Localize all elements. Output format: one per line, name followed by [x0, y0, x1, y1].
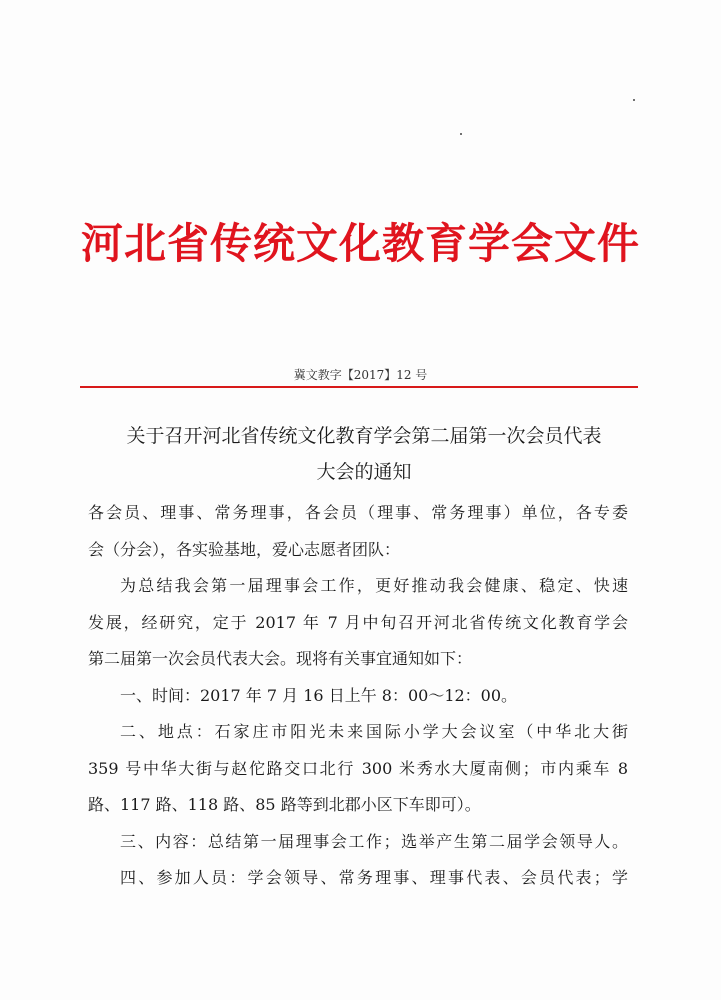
- item-location-line-2: 359 号中华大街与赵佗路交口北行 300 米秀水大厦南侧；市内乘车 8: [88, 758, 628, 778]
- item-time: 一、时间：2017 年 7 月 16 日上午 8：00～12：00。: [120, 685, 518, 705]
- scan-speck: [460, 133, 462, 135]
- notice-title: [90, 418, 638, 490]
- notice-title-line-2: 大会的通知: [316, 461, 412, 483]
- item-content: 三、内容：总结第一届理事会工作；选举产生第二届学会领导人。: [120, 831, 628, 851]
- salutation-line-1: 各会员、理事、常务理事，各会员（理事、常务理事）单位，各专委: [88, 503, 628, 522]
- item-participants: 四、参加人员：学会领导、常务理事、理事代表、会员代表；学: [120, 868, 628, 887]
- intro-line-2: 发展，经研究，定于 2017 年 7 月中旬召开河北省传统文化教育学会: [88, 612, 628, 632]
- notice-title-line-1: 关于召开河北省传统文化教育学会第二届第一次会员代表: [126, 425, 602, 447]
- intro-line-3: 第二届第一次会员代表大会。现将有关事宜通知如下：: [88, 649, 473, 668]
- intro-line-1: 为总结我会第一届理事会工作，更好推动我会健康、稳定、快速: [120, 576, 628, 595]
- notice-body: [88, 495, 628, 897]
- item-location-line-1: 二、地点：石家庄市阳光未来国际小学大会议室（中华北大街: [120, 722, 628, 741]
- item-location-line-3: 路、117 路、118 路、85 路等到北郡小区下车即可）。: [88, 795, 481, 814]
- header-red-rule: [80, 386, 638, 388]
- org-header-title: 河北省传统文化教育学会文件: [80, 219, 640, 268]
- salutation-line-2: 会（分会），各实验基地，爱心志愿者团队：: [88, 539, 401, 559]
- scan-speck: [633, 99, 635, 101]
- document-number: 冀文教字【2017】12 号: [293, 368, 428, 382]
